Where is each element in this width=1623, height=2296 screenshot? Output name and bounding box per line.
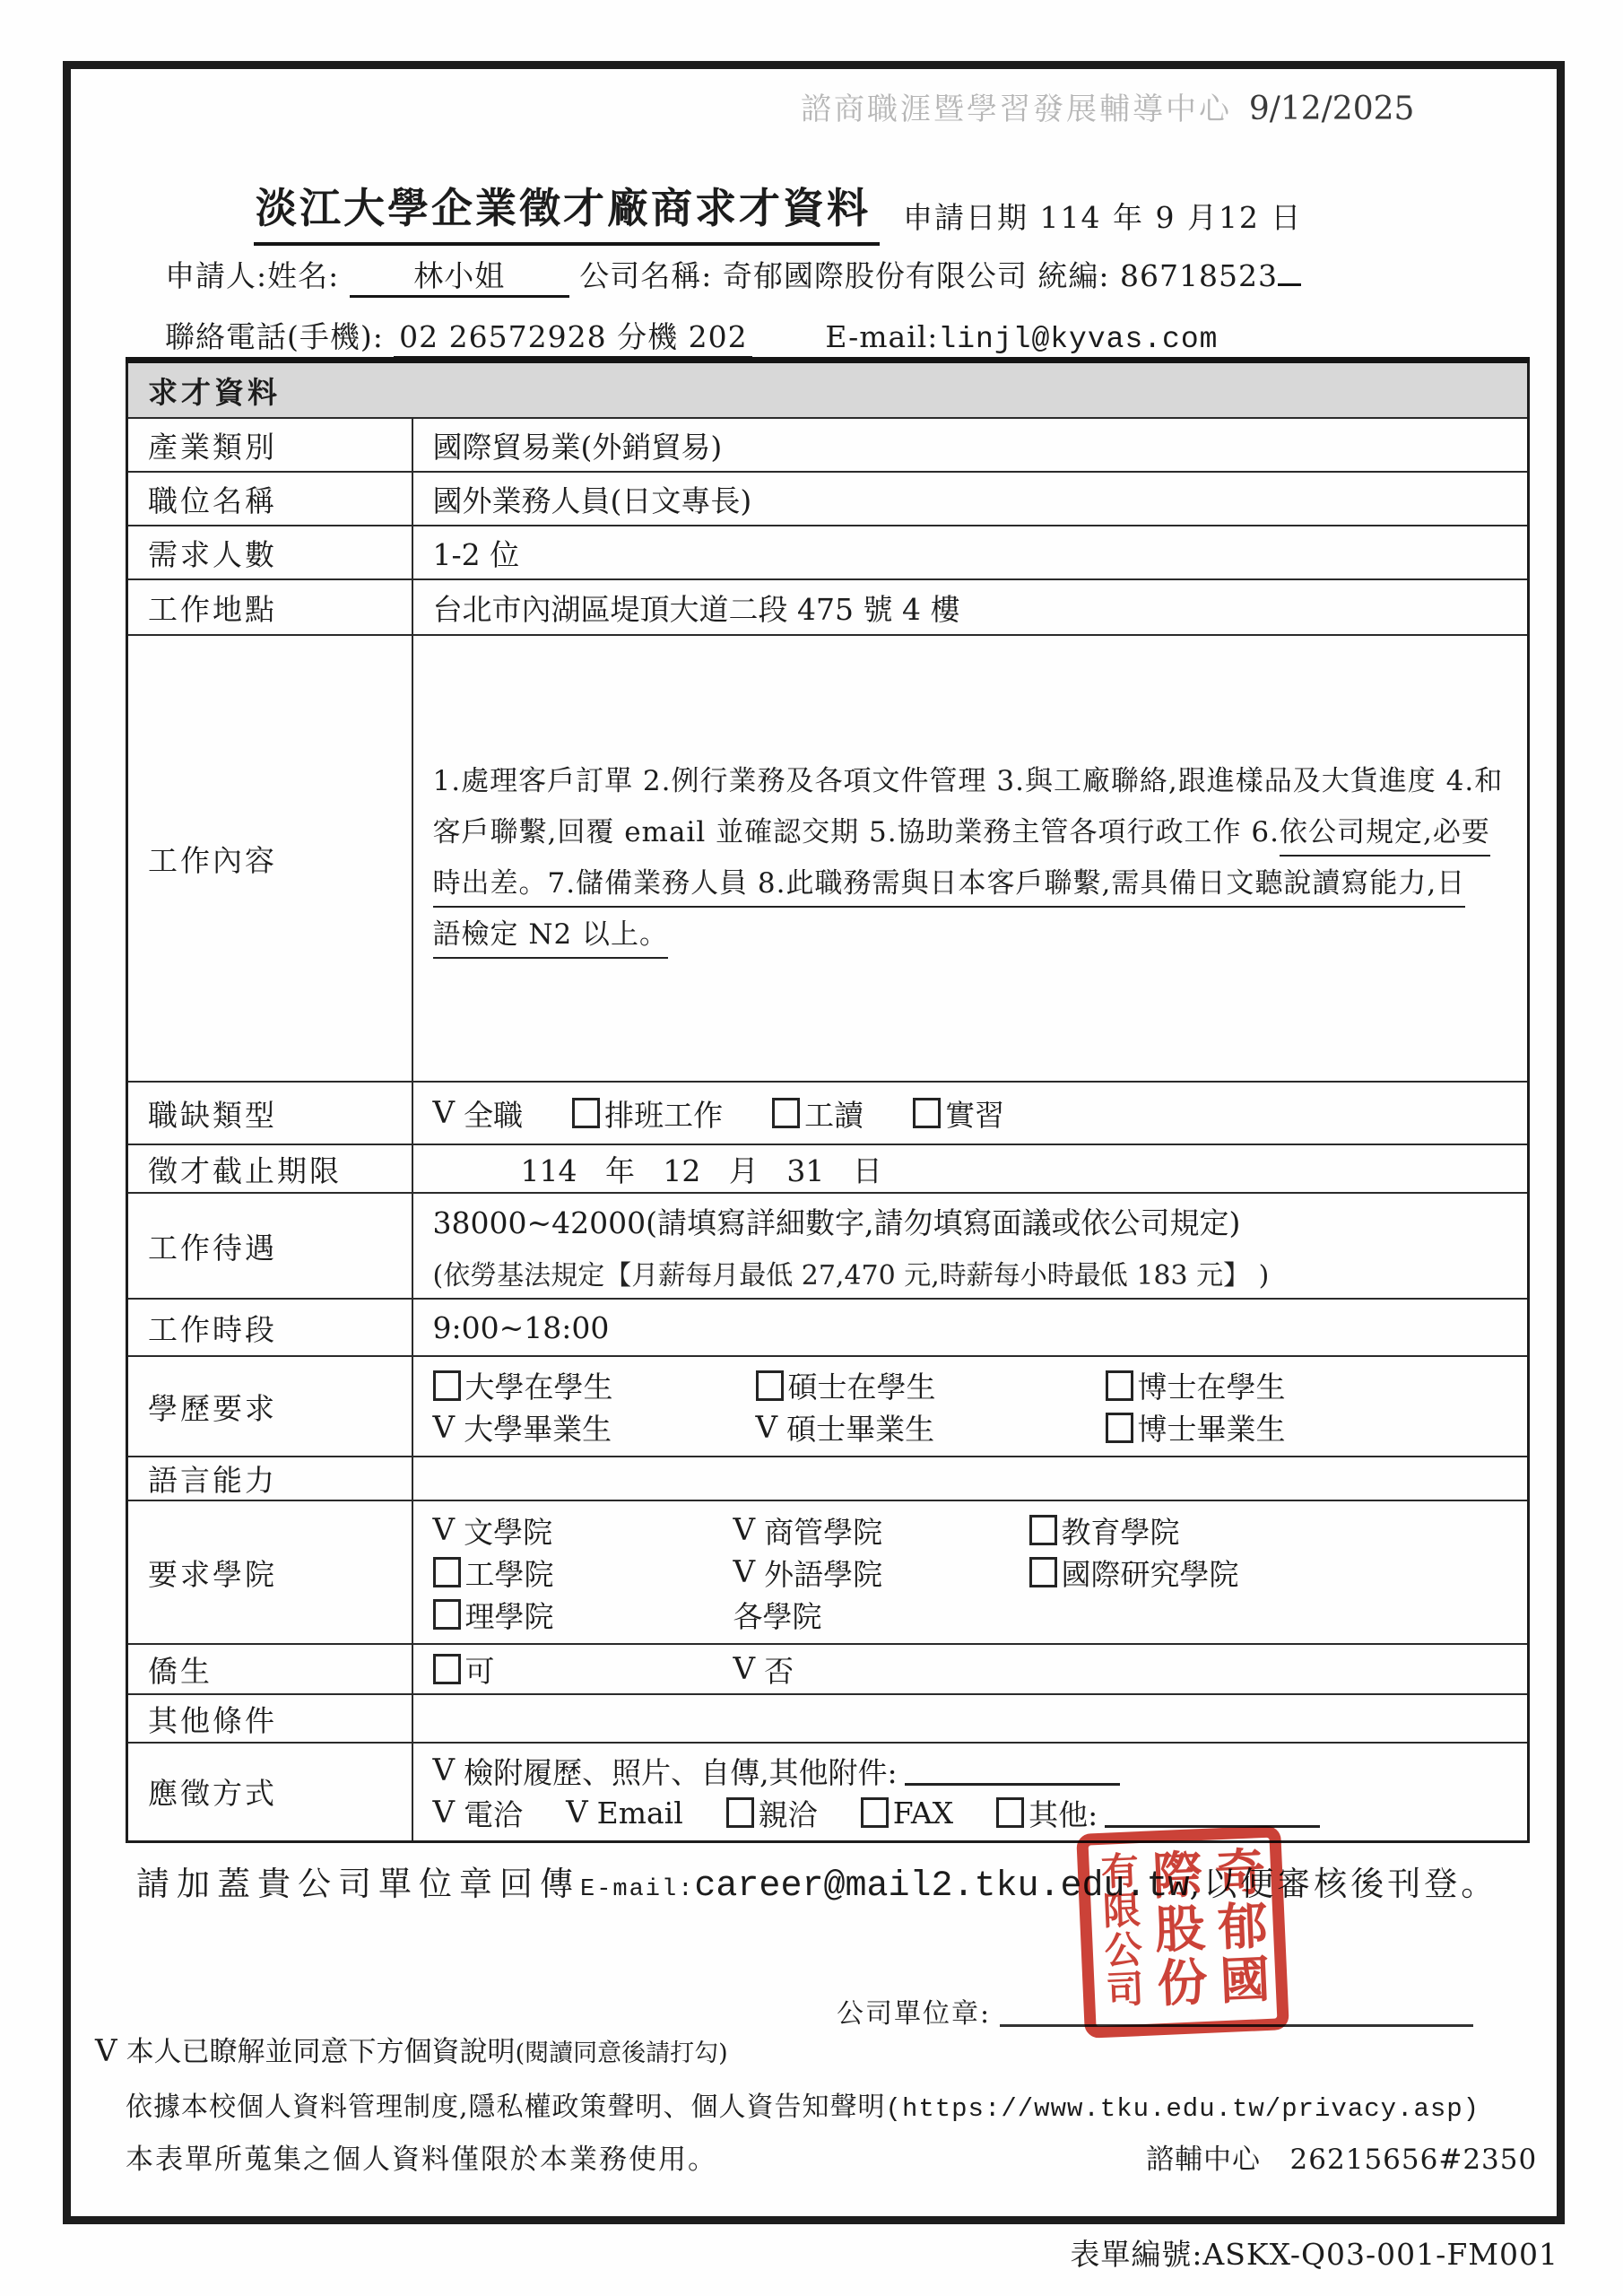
job-type-label: 職缺類型	[127, 1082, 412, 1144]
table-row-other-conditions	[127, 1694, 1529, 1743]
checkbox: V	[432, 1512, 456, 1548]
location-label: 工作地點	[127, 579, 412, 635]
option-label: 檢附履歷、照片、自傳,其他附件:	[464, 1754, 898, 1790]
scan-date: 9/12/2025	[1248, 91, 1415, 127]
checkbox	[772, 1098, 800, 1128]
apply-method-line1	[433, 1750, 1528, 1792]
job-desc-line4	[433, 909, 1528, 961]
applicant-line	[165, 253, 1301, 298]
checkbox	[726, 1797, 754, 1828]
checkbox	[433, 1599, 461, 1630]
salary-label: 工作待遇	[127, 1193, 412, 1299]
job-desc-line4-text: 語檢定 N2 以上。	[433, 918, 669, 959]
job-desc-line3	[433, 858, 1528, 909]
scan-header	[801, 84, 1414, 128]
option-label: 碩士畢業生	[786, 1412, 935, 1447]
headcount-label: 需求人數	[127, 526, 412, 579]
salary-value	[412, 1193, 1529, 1299]
data-usage-statement: 本表單所蒐集之個人資料僅限於本業務使用。	[126, 2144, 717, 2176]
checkbox-option-science	[433, 1594, 733, 1636]
checkbox-option-univ-grad	[433, 1406, 756, 1448]
checkbox: V	[432, 1409, 456, 1446]
hours-label: 工作時段	[127, 1299, 412, 1356]
option-label: 國際研究學院	[1061, 1556, 1239, 1592]
table-row-location	[127, 579, 1529, 635]
checkbox-option-master-student	[756, 1364, 1106, 1406]
phone-label: 聯絡電話(手機):	[165, 319, 384, 354]
option-label: 博士在學生	[1137, 1370, 1286, 1405]
job-description-lines	[433, 756, 1528, 961]
contact-line	[165, 314, 1218, 359]
option-label: 排班工作	[604, 1097, 724, 1133]
checkbox-option-fulltime	[433, 1092, 524, 1135]
job-info-table	[126, 357, 1530, 1843]
page-title: 淡江大學企業徵才廠商求才資料	[254, 176, 880, 246]
table-row-overseas-student	[127, 1644, 1529, 1694]
checkbox-option-fax	[861, 1796, 953, 1831]
deadline-value: 114 年 12 月 31 日	[412, 1144, 1529, 1193]
checkbox: V	[566, 1795, 588, 1831]
agree-statement	[95, 2029, 728, 2069]
table-row-apply-method	[127, 1743, 1529, 1841]
overseas-label: 僑生	[127, 1644, 412, 1694]
table-row-colleges	[127, 1500, 1529, 1644]
checkbox-option-resume	[433, 1750, 898, 1792]
table-row-language	[127, 1457, 1529, 1500]
checkbox	[1029, 1515, 1057, 1545]
company-name-label: 公司名稱:	[579, 258, 713, 293]
checkbox	[861, 1797, 889, 1828]
checkbox	[1106, 1370, 1133, 1401]
other-conditions-label: 其他條件	[127, 1694, 412, 1743]
company-seal-stamp	[1076, 1825, 1289, 2039]
colleges-options	[412, 1500, 1529, 1644]
privacy-statement	[126, 2084, 1480, 2124]
option-label: FAX	[892, 1795, 954, 1831]
notice-suffix: ,以便審核後刊登。	[1189, 1865, 1498, 1903]
option-label: 各學院	[733, 1598, 822, 1634]
checkbox-option-intern	[913, 1092, 1004, 1135]
overseas-options	[412, 1644, 1529, 1694]
title-row	[254, 176, 1302, 246]
table-row-hours	[127, 1299, 1529, 1356]
apply-method-label: 應徵方式	[127, 1743, 412, 1841]
table-row-deadline	[127, 1144, 1529, 1193]
checkbox: V	[432, 1795, 456, 1831]
option-all-colleges	[733, 1594, 1029, 1636]
salary-line2: (依勞基法規定【月薪每月最低 27,470 元,時薪每小時最低 183 元】 )	[432, 1259, 1270, 1292]
checkbox-option-shift	[572, 1092, 723, 1135]
option-label: 工學院	[464, 1556, 554, 1592]
industry-label: 產業類別	[127, 418, 412, 472]
apply-method-line2	[433, 1792, 1528, 1834]
industry-value: 國際貿易業(外銷貿易)	[412, 418, 1529, 472]
checkbox: V	[432, 1752, 456, 1789]
checkbox-option-overseas-yes	[433, 1648, 733, 1691]
checkbox: V	[755, 1409, 778, 1446]
hours-value: 9:00~18:00	[412, 1299, 1529, 1356]
other-conditions-value	[412, 1694, 1529, 1743]
table-row-salary	[127, 1193, 1529, 1299]
checkbox-option-foreign-languages	[733, 1552, 1029, 1594]
job-title-value: 國外業務人員(日文專長)	[412, 472, 1529, 526]
apply-date: 申請日期 114 年 9 月12 日	[903, 200, 1303, 235]
notice-email-label: E-mail:	[580, 1876, 695, 1903]
table-row-job-title	[127, 472, 1529, 526]
checkbox-option-engineering	[433, 1552, 733, 1594]
option-label: 文學院	[464, 1514, 553, 1550]
table-row-industry	[127, 418, 1529, 472]
checkbox	[1106, 1413, 1133, 1443]
location-value: 台北市內湖區堤頂大道二段 475 號 4 樓	[412, 579, 1529, 635]
checkbox	[433, 1557, 461, 1587]
job-desc-line2	[433, 807, 1528, 858]
option-label: 實習	[945, 1097, 1005, 1133]
checkbox: V	[733, 1651, 756, 1687]
checkbox-option-overseas-no	[733, 1648, 1528, 1691]
checkbox	[572, 1098, 600, 1128]
counseling-center-contact: 諮輔中心 26215656#2350	[1146, 2144, 1538, 2176]
company-seal-label: 公司單位章:	[837, 1998, 992, 2030]
stamp-return-notice	[136, 1857, 1497, 1907]
notice-prefix: 請加蓋貴公司單位章回傳	[136, 1865, 580, 1903]
applicant-name-field: 林小姐	[350, 253, 569, 298]
attachment-blank-line	[905, 1756, 1120, 1786]
checkbox-option-univ-student	[433, 1364, 756, 1406]
stamp-column-1: 奇郁國	[1205, 1844, 1272, 2009]
option-label: 其他:	[1028, 1796, 1098, 1832]
option-label: 大學畢業生	[464, 1412, 612, 1447]
option-label: 可	[464, 1653, 495, 1689]
agree-checkmark: V	[95, 2033, 117, 2069]
option-label: 外語學院	[764, 1556, 883, 1592]
checkbox	[913, 1098, 941, 1128]
table-row-headcount	[127, 526, 1529, 579]
company-name-value: 奇郁國際股份有限公司	[722, 258, 1028, 293]
salary-line1: 38000~42000(請填寫詳細數字,請勿填寫面議或依公司規定)	[432, 1205, 1241, 1240]
option-label: 教育學院	[1061, 1514, 1180, 1550]
job-type-options	[412, 1082, 1529, 1144]
other-method-blank-line	[1105, 1798, 1320, 1828]
option-label: 否	[764, 1653, 794, 1689]
stamp-column-2: 際股份	[1142, 1847, 1210, 2012]
checkbox	[433, 1654, 461, 1684]
option-label: 工讀	[804, 1097, 864, 1133]
option-label: 碩士在學生	[787, 1370, 936, 1405]
table-row-job-type	[127, 1082, 1529, 1144]
stamp-column-3: 有限公司	[1095, 1850, 1146, 2011]
email-label: E-mail:	[825, 319, 939, 354]
education-options	[412, 1356, 1529, 1457]
language-value	[412, 1457, 1529, 1500]
checkbox-option-phone-contact	[433, 1792, 524, 1834]
email-value: linjl@kyvas.com	[938, 323, 1219, 356]
option-label: 全職	[464, 1097, 524, 1133]
checkbox	[756, 1370, 784, 1401]
table-row-education	[127, 1356, 1529, 1457]
deadline-label: 徵才截止期限	[127, 1144, 412, 1193]
option-label: Email	[596, 1795, 683, 1831]
tax-id-label: 統編:	[1037, 258, 1110, 293]
education-label: 學歷要求	[127, 1356, 412, 1457]
notice-email-value: career@mail2.tku.edu.tw	[694, 1866, 1190, 1907]
job-description-value	[412, 635, 1529, 1082]
table-row-job-description	[127, 635, 1529, 1082]
privacy-text: 依據本校個人資料管理制度,隱私權政策聲明、個人資告知聲明	[126, 2092, 886, 2123]
apply-method-options	[412, 1743, 1529, 1841]
checkbox-option-parttime	[772, 1092, 864, 1135]
privacy-url: (https://www.tku.edu.tw/privacy.asp)	[885, 2094, 1480, 2124]
job-description-label: 工作內容	[127, 635, 412, 1082]
agree-note: (閱讀同意後請打勾)	[515, 2039, 728, 2067]
job-desc-line2-underlined: 依公司規定,必要	[1280, 816, 1490, 857]
tax-id-blank	[1278, 283, 1301, 286]
section-header-row	[127, 361, 1529, 419]
option-label: 博士畢業生	[1137, 1412, 1286, 1447]
checkbox: V	[733, 1512, 756, 1548]
scan-center-name: 諮商職涯暨學習發展輔導中心	[801, 91, 1232, 127]
checkbox-option-business	[733, 1509, 1029, 1552]
colleges-label: 要求學院	[127, 1500, 412, 1644]
option-label: 理學院	[464, 1598, 554, 1634]
option-label: 親洽	[758, 1796, 818, 1832]
checkbox-option-liberal-arts	[433, 1509, 733, 1552]
checkbox-option-education-college	[1029, 1509, 1528, 1552]
applicant-name-label: 申請人:姓名:	[165, 258, 340, 293]
language-label: 語言能力	[127, 1457, 412, 1500]
option-label: 商管學院	[764, 1514, 883, 1550]
checkbox-option-master-grad	[756, 1406, 1106, 1448]
tax-id-value: 86718523	[1120, 258, 1278, 293]
checkbox-option-phd-student	[1106, 1364, 1528, 1406]
checkbox	[996, 1797, 1024, 1828]
checkbox	[1029, 1557, 1057, 1587]
form-number: 表單編號:ASKX-Q03-001-FM001	[1070, 2237, 1558, 2272]
agree-text: 本人已瞭解並同意下方個資說明	[126, 2036, 516, 2068]
checkbox-option-email-contact	[566, 1795, 683, 1831]
checkbox-option-phd-grad	[1106, 1406, 1528, 1448]
checkbox-option-inperson	[726, 1792, 818, 1834]
checkbox	[433, 1370, 461, 1401]
headcount-value: 1-2 位	[412, 526, 1529, 579]
job-desc-line1: 1.處理客戶訂單 2.例行業務及各項文件管理 3.與工廠聯絡,跟進樣品及大貨進度 4.和	[432, 765, 1504, 797]
job-title-label: 職位名稱	[127, 472, 412, 526]
job-desc-line3-text: 時出差。7.儲備業務人員 8.此職務需與日本客戶聯繫,需具備日文聽說讀寫能力,日	[433, 867, 1466, 908]
option-label: 大學在學生	[464, 1370, 613, 1405]
section-title: 求才資料	[127, 361, 1529, 419]
option-label: 電洽	[464, 1796, 524, 1832]
checkbox-option-intl-studies	[1029, 1552, 1528, 1594]
checkbox: V	[733, 1554, 756, 1590]
job-desc-line2-normal: 客戶聯繫,回覆 email 並確認交期 5.協助業務主管各項行政工作 6.	[432, 816, 1280, 848]
phone-field: 02 26572928 分機 202	[394, 314, 752, 359]
checkbox: V	[432, 1095, 456, 1131]
